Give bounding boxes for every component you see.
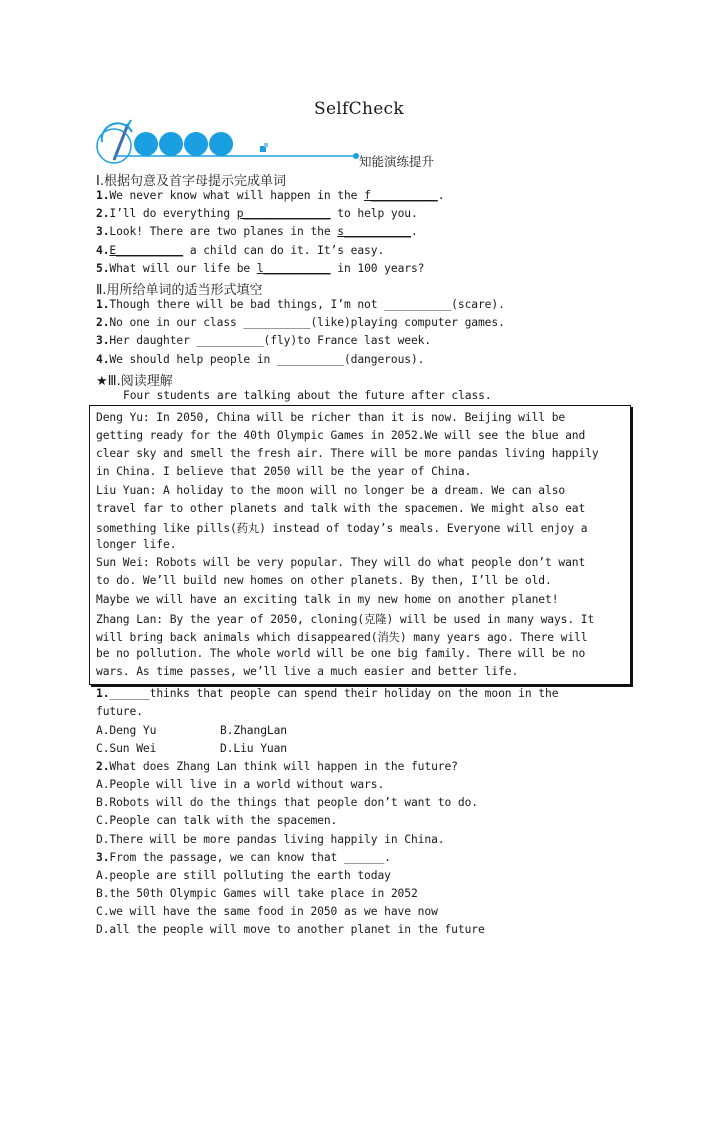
q1-stem-cont: future. [96,705,143,718]
s1-item-4: 4.E__________ a child can do it. It’s easy. [96,244,385,257]
q1-stem: 1.______thinks that people can spend their holiday on the moon in the [96,687,559,700]
s1-item-2: 2.I’ll do everything p_____________ to help you. [96,207,418,220]
q2-option-b: B.Robots will do the things that people don’t want to do. [96,796,478,809]
passage-line: will bring back animals which disappeared(消失) many years ago. There will [96,631,588,644]
s2-item-3: 3.Her daughter __________(fly)to France last week. [96,334,432,347]
s2-item-2: 2.No one in our class __________(like)playing computer games. [96,316,505,329]
section1-heading: Ⅰ.根据句意及首字母提示完成单词 [96,174,286,189]
q1-option-b: B.ZhangLan [220,724,288,737]
passage-line: Zhang Lan: By the year of 2050, cloning(克隆) will be used in many ways. It [96,613,595,626]
s2-item-4: 4.We should help people in __________(dangerous). [96,353,425,366]
q3-option-d: D.all the people will move to another planet in the future [96,923,485,936]
passage-line: travel far to other planets and talk with the spacemen. We might also eat [96,502,586,515]
passage-line: getting ready for the 40th Olympic Games in 2052.We will see the blue and [96,429,586,442]
q2-option-d: D.There will be more pandas living happily in China. [96,833,445,846]
passage-line: Liu Yuan: A holiday to the moon will no longer be a dream. We can also [96,484,566,497]
s2-item-1: 1.Though there will be bad things, I’m not __________(scare). [96,298,505,311]
q2-stem: 2.What does Zhang Lan think will happen in the future? [96,760,458,773]
passage-line: Deng Yu: In 2050, China will be richer than it is now. Beijing will be [96,411,566,424]
q1-option-c: C.Sun Wei [96,742,157,755]
passage-line: clear sky and smell the fresh air. There will be more pandas living happily [96,447,599,460]
passage-line: be no pollution. The whole world will be one big family. There will be no [96,647,586,660]
q3-option-a: A.people are still polluting the earth today [96,869,391,882]
q2-option-c: C.People can talk with the spacemen. [96,814,338,827]
q2-option-a: A.People will live in a world without wars. [96,778,385,791]
q3-option-c: C.we will have the same food in 2050 as we have now [96,905,438,918]
q1-option-a: A.Deng Yu [96,724,157,737]
q3-option-b: B.the 50th Olympic Games will take place in 2052 [96,887,418,900]
s1-item-3: 3.Look! There are two planes in the s__________. [96,225,418,238]
section3-heading: ★Ⅲ.阅读理解 [96,374,173,389]
passage-line: Sun Wei: Robots will be very popular. They will do what people don’t want [96,556,586,569]
reading-passage-box [89,405,631,685]
passage-line: Maybe we will have an exciting talk in my new home on another planet! [96,593,559,606]
passage-line: to do. We’ll build new homes on other planets. By then, I’ll be old. [96,574,552,587]
passage-line: longer life. [96,538,177,551]
passage-line: in China. I believe that 2050 will be the year of China. [96,465,472,478]
passage-line: wars. As time passes, we’ll live a much easier and better life. [96,665,519,678]
reading-intro: Four students are talking about the future after class. [123,389,492,402]
page-title: SelfCheck [314,99,404,119]
passage-line: something like pills(药丸) instead of today’s meals. Everyone will enjoy a [96,522,588,535]
q3-stem: 3.From the passage, we can know that ______. [96,851,391,864]
section2-heading: Ⅱ.用所给单词的适当形式填空 [96,283,263,298]
q1-option-d: D.Liu Yuan [220,742,288,755]
s1-item-1: 1.We never know what will happen in the f__________. [96,189,445,202]
banner-label: 知能演练提升 [359,154,435,169]
s1-item-5: 5.What will our life be l__________ in 100 years? [96,262,425,275]
